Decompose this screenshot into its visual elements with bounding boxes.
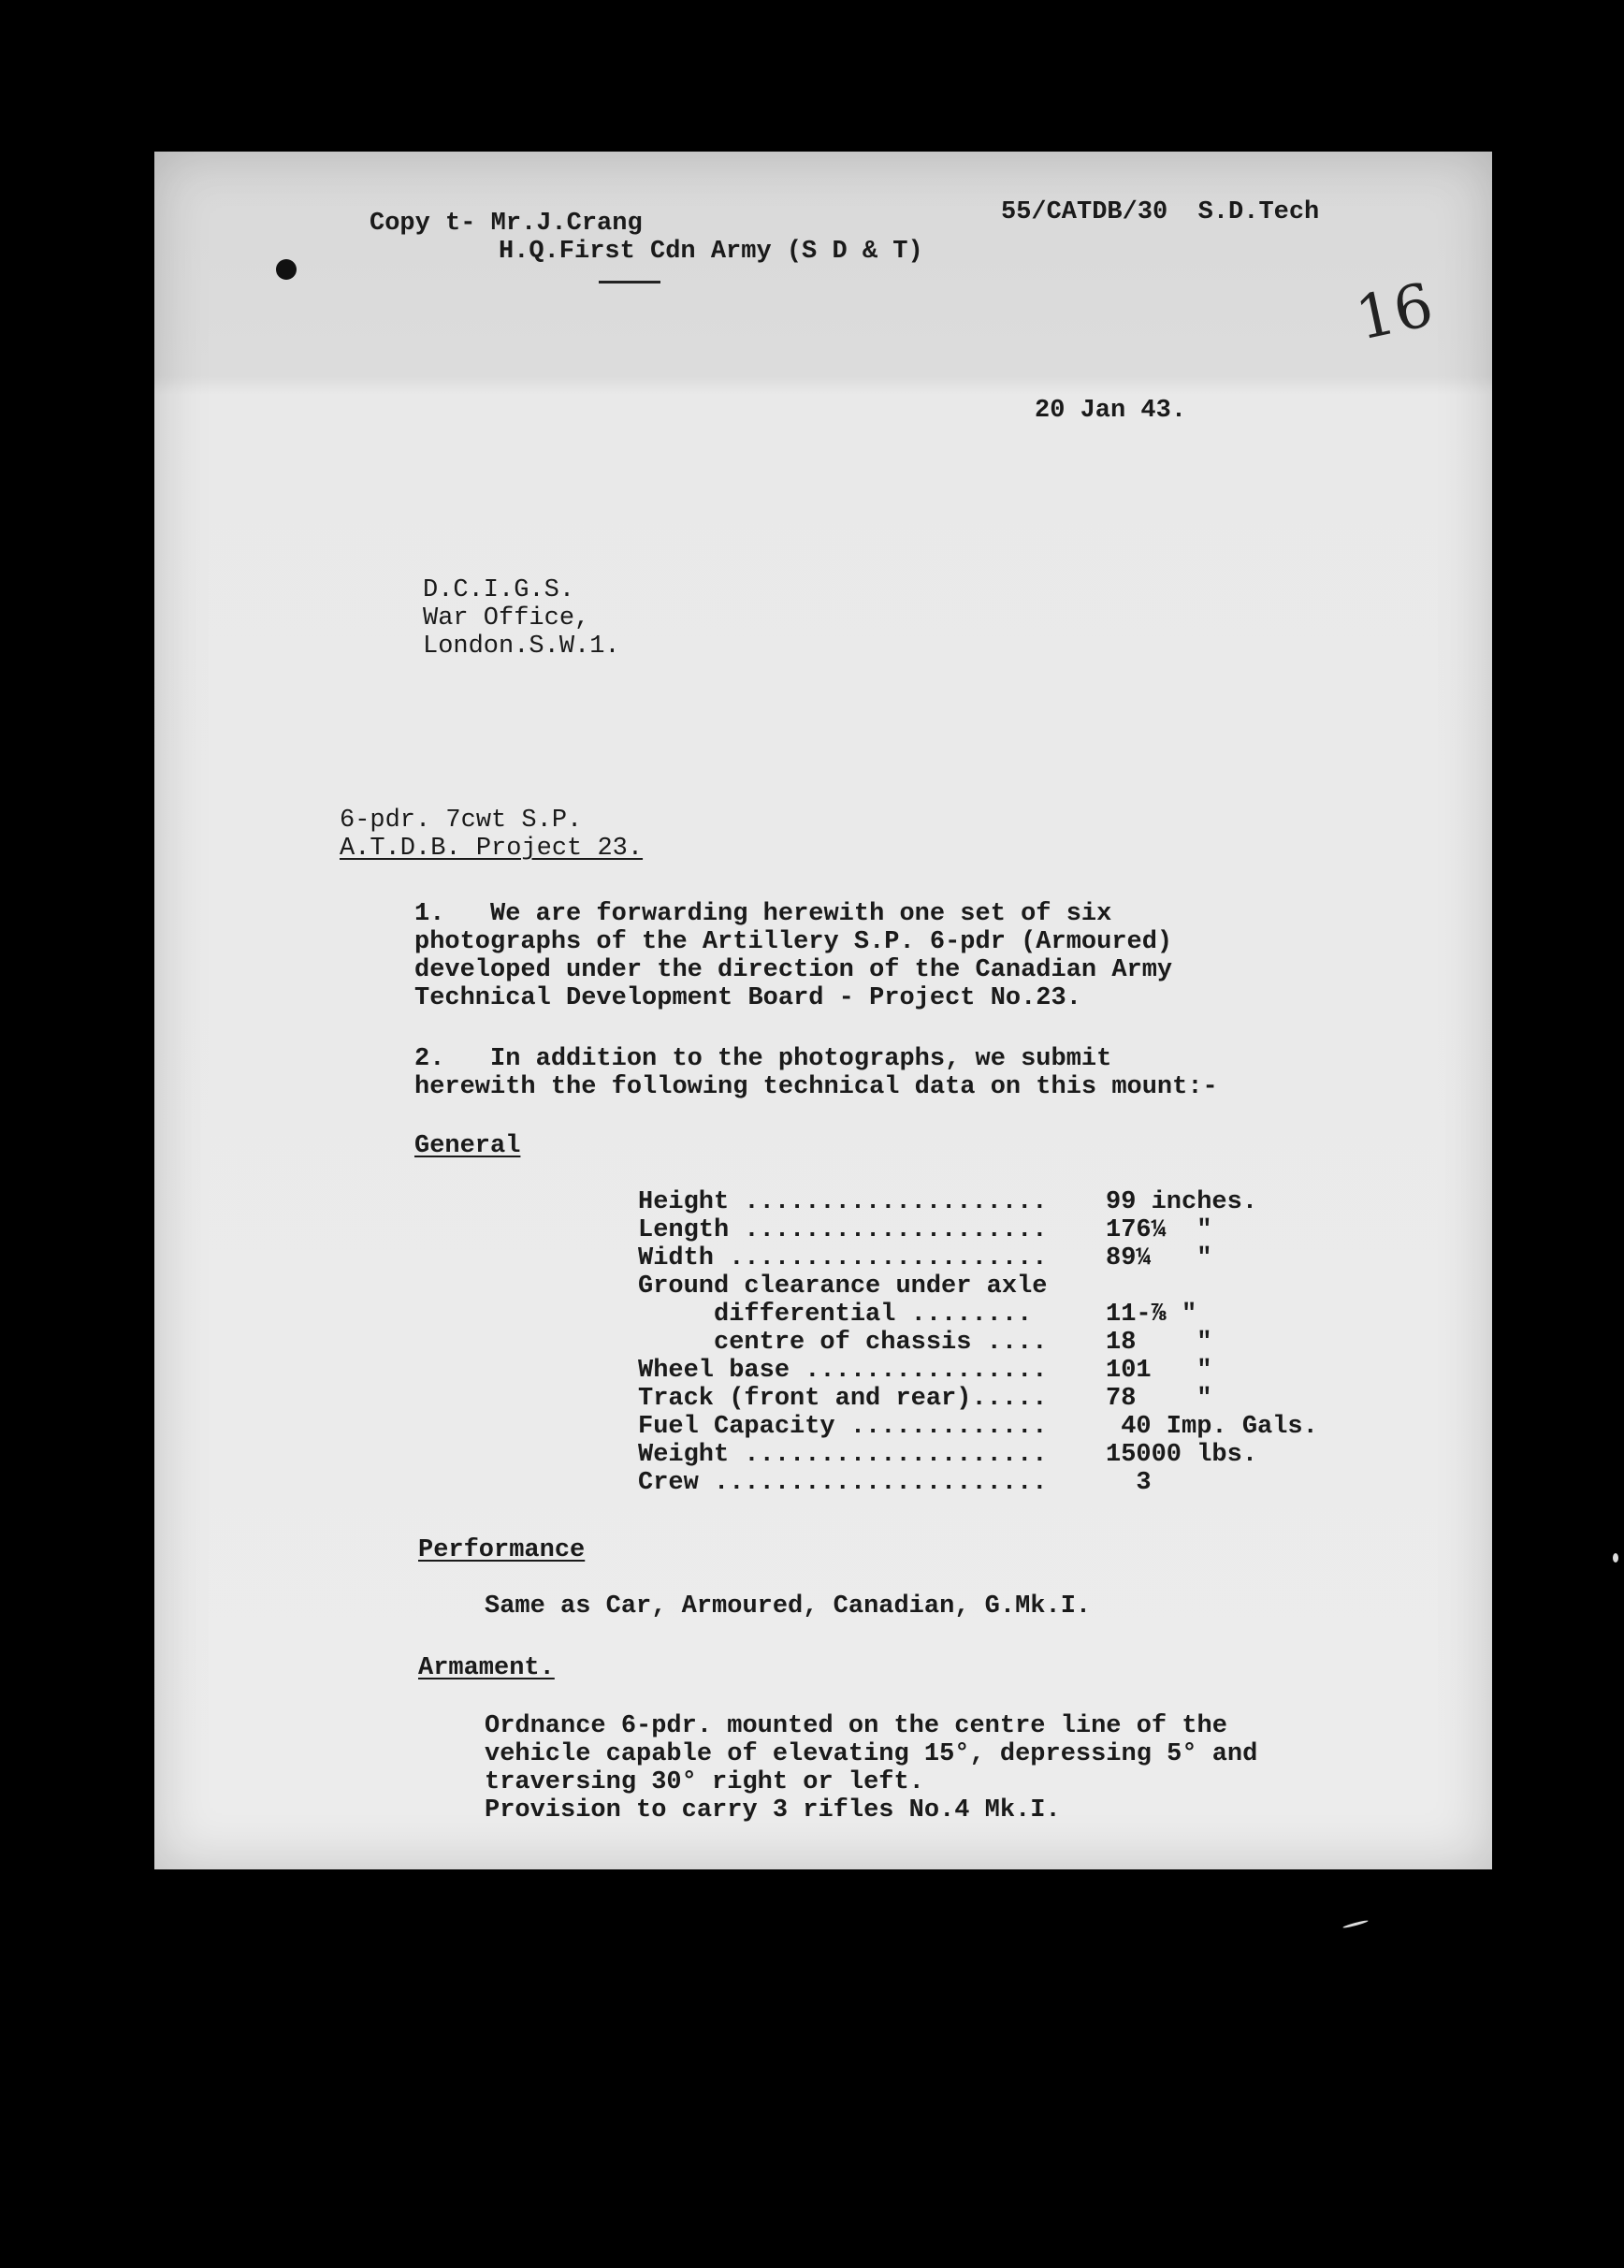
spec-row <box>638 1301 1197 1329</box>
scan-speck <box>1613 1553 1618 1563</box>
spec-label: Weight .................... <box>638 1441 1048 1469</box>
spec-label: Ground clearance under axle <box>638 1272 1048 1301</box>
spec-row <box>638 1244 1212 1272</box>
armament-line: traversing 30° right or left. <box>485 1768 924 1796</box>
paragraph-line: 2. In addition to the photographs, we submit <box>414 1045 1112 1073</box>
spec-value: 15000 lbs. <box>1106 1441 1258 1469</box>
paragraph-line: developed under the direction of the Canadian Army <box>414 956 1173 984</box>
spec-value: 40 Imp. Gals. <box>1106 1413 1318 1441</box>
page-number-handwritten: 16 <box>1350 270 1440 355</box>
spec-value: 78 " <box>1106 1385 1212 1413</box>
copy-to-line-2: H.Q.First Cdn Army (S D & T) <box>499 238 923 266</box>
spec-row <box>638 1357 1212 1385</box>
armament-heading: Armament. <box>418 1654 555 1682</box>
addressee-line: War Office, <box>423 604 590 632</box>
reference-number: 55/CATDB/30 S.D.Tech <box>1001 198 1320 226</box>
spec-label: centre of chassis .... <box>638 1329 1048 1357</box>
letter-date: 20 Jan 43. <box>1035 397 1187 425</box>
subject-line-2: A.T.D.B. Project 23. <box>340 835 644 863</box>
paragraph-line: photographs of the Artillery S.P. 6-pdr (Armoured) <box>414 928 1173 956</box>
spec-label: differential ........ <box>638 1301 1033 1329</box>
spec-row <box>638 1413 1318 1441</box>
divider-dash <box>599 281 660 284</box>
spec-value: 18 " <box>1106 1329 1212 1357</box>
spec-label: Fuel Capacity ............. <box>638 1413 1048 1441</box>
copy-to-line: Copy t- Mr.J.Crang <box>370 210 643 238</box>
spec-row <box>638 1188 1258 1216</box>
spec-row <box>638 1385 1212 1413</box>
paragraph-line: 1. We are forwarding herewith one set of six <box>414 900 1112 928</box>
spec-label: Length .................... <box>638 1216 1048 1244</box>
ink-blot <box>276 259 297 280</box>
spec-label: Wheel base ................ <box>638 1357 1048 1385</box>
general-heading: General <box>414 1132 521 1160</box>
scan-speck <box>1342 1919 1369 1928</box>
spec-value: 101 " <box>1106 1357 1212 1385</box>
addressee-line: D.C.I.G.S. <box>423 576 575 604</box>
spec-label: Crew ...................... <box>638 1469 1048 1497</box>
document-page <box>154 152 1492 1869</box>
spec-value: 176¼ " <box>1106 1216 1212 1244</box>
armament-line: vehicle capable of elevating 15°, depressing 5° and <box>485 1740 1258 1768</box>
spec-label: Height .................... <box>638 1188 1048 1216</box>
armament-line: Provision to carry 3 rifles No.4 Mk.I. <box>485 1796 1061 1825</box>
armament-line: Ordnance 6-pdr. mounted on the centre line of the <box>485 1712 1227 1740</box>
spec-value: 11-⅞ " <box>1106 1301 1197 1329</box>
spec-row <box>638 1216 1212 1244</box>
subject-line-1: 6-pdr. 7cwt S.P. <box>340 807 583 835</box>
spec-row <box>638 1329 1212 1357</box>
spec-value: 99 inches. <box>1106 1188 1258 1216</box>
spec-label: Track (front and rear)..... <box>638 1385 1048 1413</box>
paragraph-line: Technical Development Board - Project No.23. <box>414 984 1081 1012</box>
spec-value: 89¼ " <box>1106 1244 1212 1272</box>
spec-label: Width ..................... <box>638 1244 1048 1272</box>
spec-value: 3 <box>1106 1469 1152 1497</box>
paragraph-line: herewith the following technical data on this mount:- <box>414 1073 1218 1101</box>
spec-row <box>638 1272 1047 1301</box>
performance-heading: Performance <box>418 1536 586 1564</box>
spec-row <box>638 1469 1152 1497</box>
spec-row <box>638 1441 1258 1469</box>
performance-text: Same as Car, Armoured, Canadian, G.Mk.I. <box>485 1592 1092 1621</box>
addressee-line: London.S.W.1. <box>423 632 620 661</box>
